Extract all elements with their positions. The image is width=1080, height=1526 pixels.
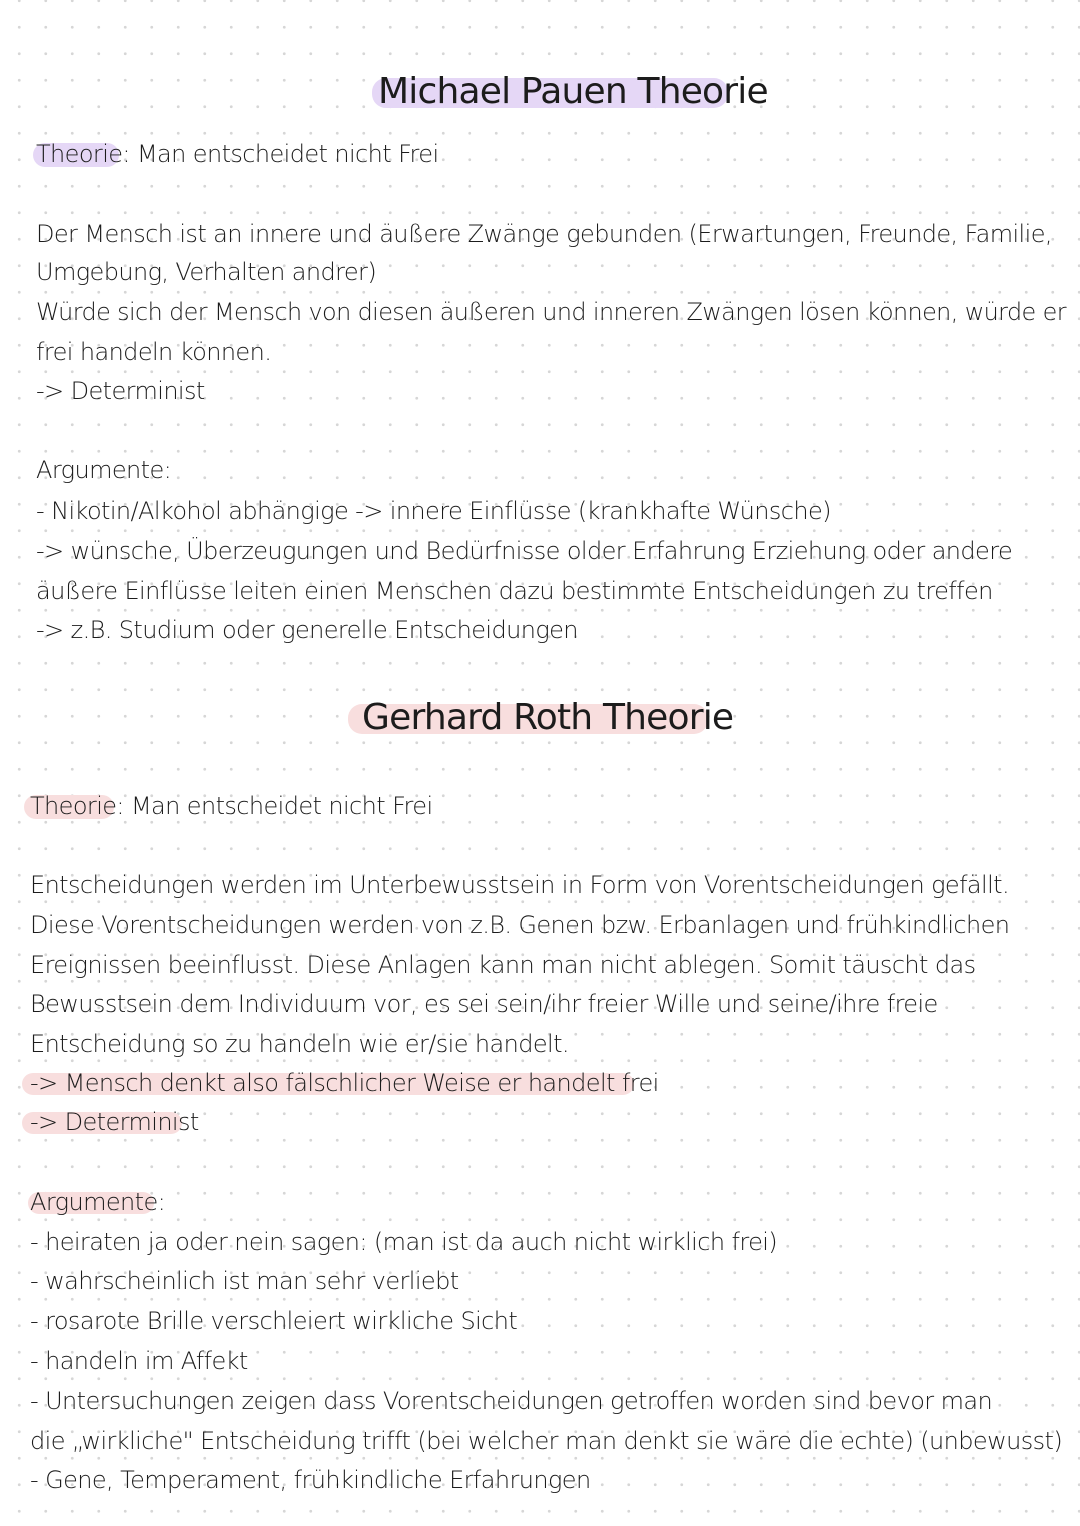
theorie-text: Man entscheidet nicht Frei [129, 140, 439, 168]
section2-argument-line: - handeln im Affekt [30, 1347, 248, 1375]
section1-argument-line: - Nikotin/Alkohol abhängige -> innere Einflüsse (krankhafte Wünsche) [36, 497, 831, 525]
section2-paragraph-line: Diese Vorentscheidungen werden von z.B. Genen bzw. Erbanlagen und frühkindlichen [30, 911, 1010, 939]
section1-paragraph-line: Umgebung, Verhalten andrer) [36, 258, 377, 286]
section2-argument-line: - rosarote Brille verschleiert wirkliche Sicht [30, 1307, 518, 1335]
section1-paragraph-line: frei handeln können. [36, 338, 272, 366]
section2-determinist: -> Determinist [30, 1108, 199, 1136]
theorie-text: Man entscheidet nicht Frei [123, 792, 433, 820]
section2-paragraph-line: Entscheidungen werden im Unterbewusstsein in Form von Vorentscheidungen gefällt. [30, 871, 1009, 899]
section1-title: Michael Pauen Theorie [378, 71, 768, 112]
section1-argumente-label: Argumente: [36, 456, 172, 484]
section2-paragraph-line: Ereignissen beeinflusst. Diese Anlagen kann man nicht ablegen. Somit täuscht das [30, 951, 976, 979]
section2-argument-line: die „wirkliche" Entscheidung trifft (bei welcher man denkt sie wäre die echte) (unbewusst) [30, 1427, 1063, 1455]
section1-paragraph-line: Der Mensch ist an innere und äußere Zwänge gebunden (Erwartungen, Freunde, Familie, [36, 220, 1052, 248]
section1-theorie [36, 138, 439, 170]
section1-argument-line: äußere Einflüsse leiten einen Menschen dazu bestimmte Entscheidungen zu treffen [36, 577, 993, 605]
section2-argument-line: - Gene, Temperament, frühkindliche Erfahrungen [30, 1466, 591, 1494]
section2-argument-line: - heiraten ja oder nein sagen: (man ist da auch nicht wirklich frei) [30, 1228, 778, 1256]
section1-paragraph-line: -> Determinist [36, 377, 205, 405]
section2-argument-line: - wahrscheinlich ist man sehr verliebt [30, 1267, 459, 1295]
section1-argument-line: -> wünsche, Überzeugungen und Bedürfnisse older Erfahrung Erziehung oder andere [36, 537, 1013, 565]
theorie-label: Theorie: [36, 140, 130, 168]
section2-conclusion: -> Mensch denkt also fälschlicher Weise er handelt frei [30, 1069, 659, 1097]
section2-title: Gerhard Roth Theorie [362, 697, 734, 738]
section2-paragraph-line: Bewusstsein dem Individuum vor, es sei sein/ihr freier Wille und seine/ihre freie [30, 990, 938, 1018]
section2-argumente-label: Argumente: [30, 1188, 166, 1216]
section1-paragraph-line: Würde sich der Mensch von diesen äußeren und inneren Zwängen lösen können, würde er [36, 298, 1066, 326]
section1-argument-line: -> z.B. Studium oder generelle Entscheidungen [36, 616, 578, 644]
section2-argument-line: - Untersuchungen zeigen dass Vorentscheidungen getroffen worden sind bevor man [30, 1387, 993, 1415]
section2-paragraph-line: Entscheidung so zu handeln wie er/sie handelt. [30, 1030, 569, 1058]
theorie-label: Theorie: [30, 792, 124, 820]
section2-theorie [30, 790, 433, 822]
